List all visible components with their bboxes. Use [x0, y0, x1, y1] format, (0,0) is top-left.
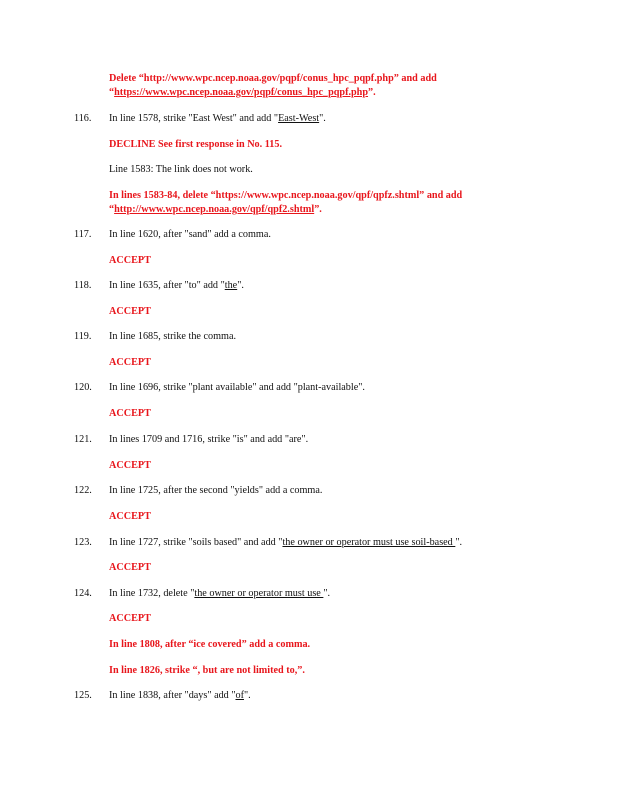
item-number: 121. [74, 434, 92, 445]
item-number: 123. [74, 537, 92, 548]
item-text [109, 113, 326, 125]
item-response: ACCEPT [109, 511, 151, 522]
underlined-text: the owner or operator must use soil-based [282, 537, 456, 548]
item-text [109, 690, 251, 702]
item-number: 122. [74, 485, 92, 496]
item-text [109, 280, 244, 292]
item-response: ACCEPT [109, 255, 151, 266]
text-part: “ [109, 204, 115, 215]
intro-line-2 [109, 87, 376, 99]
underlined-text: of [235, 690, 244, 701]
item-text [109, 537, 462, 549]
intro-line2-post: ”. [368, 87, 376, 98]
item-text: In line 1620, after "sand" add a comma. [109, 229, 271, 240]
item-extra-2 [109, 204, 322, 216]
item-response: ACCEPT [109, 460, 151, 471]
text-part: In line 1578, strike "East West" and add " [109, 113, 279, 124]
item-text: In lines 1709 and 1716, strike "is" and add "are". [109, 434, 309, 445]
text-part: ". [455, 537, 463, 548]
text-part: ". [323, 588, 331, 599]
item-number: 125. [74, 690, 92, 701]
text-part: ". [243, 690, 251, 701]
item-extra-1: In line 1808, after “ice covered” add a comma. [109, 639, 311, 650]
text-part: ”. [314, 204, 322, 215]
item-response: ACCEPT [109, 613, 151, 624]
item-text: In line 1696, strike "plant available" and add "plant-available". [109, 382, 365, 393]
item-number: 119. [74, 331, 92, 342]
text-part: In line 1635, after "to" add " [109, 280, 225, 291]
item-response: DECLINE See first response in No. 115. [109, 139, 283, 150]
text-part: In line 1838, after "days" add " [109, 690, 236, 701]
text-part: ". [237, 280, 244, 291]
intro-line1-post: ” and add [393, 73, 437, 84]
item-number: 118. [74, 280, 92, 291]
item-number: 116. [74, 113, 92, 124]
item-text [109, 588, 330, 600]
intro-line-1 [109, 73, 437, 85]
item-extra-2: In line 1826, strike “, but are not limited to,”. [109, 665, 305, 676]
intro-url-1[interactable]: http://www.wpc.ncep.noaa.gov/pqpf/conus_hpc_pqpf.php [143, 73, 394, 84]
item-response: ACCEPT [109, 562, 151, 573]
item-response: ACCEPT [109, 306, 151, 317]
underlined-text: East-West [278, 113, 320, 124]
item-number: 124. [74, 588, 92, 599]
item-number: 117. [74, 229, 92, 240]
item-text: In line 1685, strike the comma. [109, 331, 237, 342]
item-number: 120. [74, 382, 92, 393]
underlined-text: the [224, 280, 238, 291]
extra-url[interactable]: http://www.wpc.ncep.noaa.gov/qpf/qpf2.shtml [114, 204, 315, 215]
intro-line1-pre: Delete “ [109, 73, 144, 84]
intro-line2-pre: “ [109, 87, 115, 98]
item-response: ACCEPT [109, 357, 151, 368]
item-text: In line 1725, after the second "yields" add a comma. [109, 485, 323, 496]
text-part: ". [319, 113, 326, 124]
item-response: ACCEPT [109, 408, 151, 419]
item-note: Line 1583: The link does not work. [109, 164, 253, 175]
underlined-text: the owner or operator must use [194, 588, 324, 599]
text-part: In line 1732, delete " [109, 588, 195, 599]
item-extra-1: In lines 1583-84, delete “https://www.wpc.ncep.noaa.gov/qpf/qpfz.shtml” and add [109, 190, 463, 201]
intro-url-2[interactable]: https://www.wpc.ncep.noaa.gov/pqpf/conus_hpc_pqpf.php [114, 87, 369, 98]
text-part: In line 1727, strike "soils based" and add " [109, 537, 283, 548]
